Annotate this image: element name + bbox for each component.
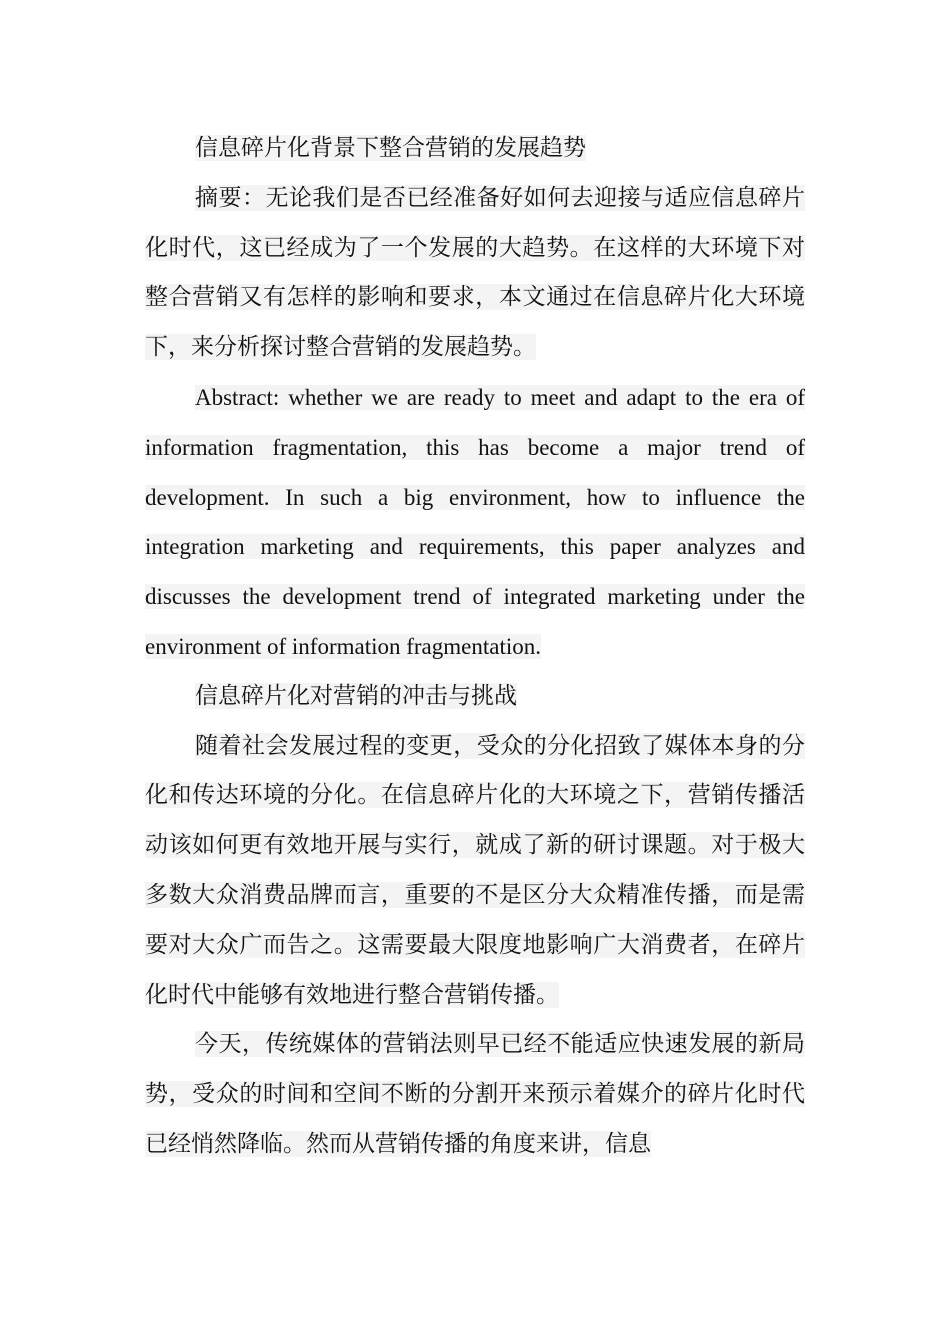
paragraph-2 [145,1020,805,1169]
section-heading-text: 信息碎片化对营销的冲击与挑战 [195,682,517,709]
section-heading [145,672,805,722]
abstract-chinese-text: 摘要：无论我们是否已经准备好如何去迎接与适应信息碎片化时代，这已经成为了一个发展的大趋势。在这样的大环境下对整合营销又有怎样的影响和要求，本文通过在信息碎片化大环境下，来分析探讨整合营销的发展趋势。 [145,184,805,361]
document-title [145,124,805,174]
paragraph-1-text: 随着社会发展过程的变更，受众的分化招致了媒体本身的分化和传达环境的分化。在信息碎片化的大环境之下，营销传播活动该如何更有效地开展与实行，就成了新的研讨课题。对于极大多数大众消费品牌而言，重要的不是区分大众精准传播，而是需要对大众广而告之。这需要最大限度地影响广大消费者，在碎片化时代中能够有效地进行整合营销传播。 [145,732,805,1008]
paragraph-2-text: 今天，传统媒体的营销法则早已经不能适应快速发展的新局势，受众的时间和空间不断的分割开来预示着媒介的碎片化时代已经悄然降临。然而从营销传播的角度来讲，信息 [145,1031,805,1157]
paragraph-1 [145,722,805,1021]
abstract-chinese [145,174,805,373]
document-body [145,124,805,1170]
abstract-english [145,373,805,672]
abstract-english-text: Abstract: whether we are ready to meet and adapt to the era of information fragmentation, this has become a major trend of development. In such a big environment, how to influence the integration marketing and requirements, this paper analyzes and discusses the development trend of integrated marketing under the environment of information fragmentation. [145,384,805,659]
document-title-text: 信息碎片化背景下整合营销的发展趋势 [195,135,586,161]
